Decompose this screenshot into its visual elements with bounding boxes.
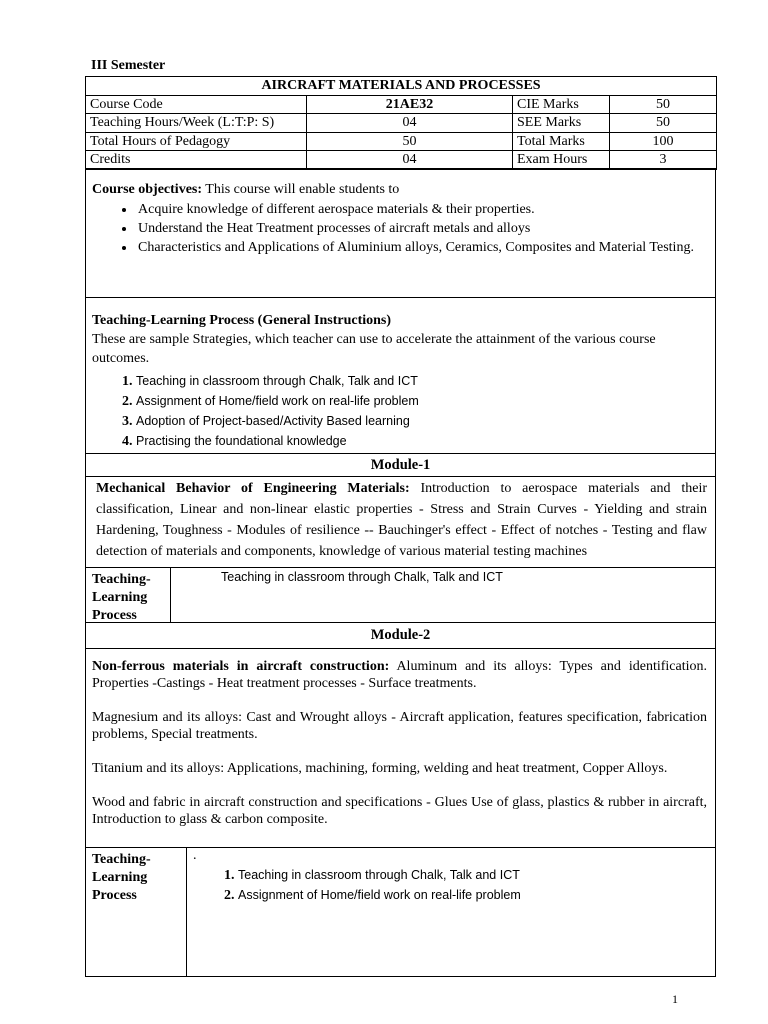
module-2-lead: Non-ferrous materials in aircraft construction: xyxy=(92,659,390,674)
row-label: Exam Hours xyxy=(513,151,610,170)
module-2-p4: Wood and fabric in aircraft construction and specifications - Glues Use of glass, plastics & rubber in aircraft, Introduction to glass & carbon composite. xyxy=(92,795,707,827)
module-1-content xyxy=(85,476,716,568)
tlp-text: Teaching in classroom through Chalk, Talk and ICT xyxy=(221,570,503,584)
row-label: CIE Marks xyxy=(513,95,610,114)
list-item: 2. Assignment of Home/field work on real-life problem xyxy=(238,885,521,905)
list-item: 1. Teaching in classroom through Chalk, Talk and ICT xyxy=(238,865,521,885)
table-row xyxy=(86,95,717,114)
module-1-lead: Mechanical Behavior of Engineering Materials: xyxy=(96,481,410,496)
list-item: • Characteristics and Applications of Aluminium alloys, Ceramics, Composites and Material Testing. xyxy=(136,238,715,257)
table-row xyxy=(86,132,717,151)
row-label: Credits xyxy=(86,151,307,170)
row-value: 100 xyxy=(610,132,717,151)
list-item: • Acquire knowledge of different aerospace materials & their properties. xyxy=(136,200,715,219)
row-label: Total Marks xyxy=(513,132,610,151)
page-number: 1 xyxy=(672,992,678,1006)
row-label: Total Hours of Pedagogy xyxy=(86,132,307,151)
module-2-header xyxy=(85,622,716,649)
list-item: 4. Practising the foundational knowledge xyxy=(136,431,715,451)
objectives-heading: Course objectives: xyxy=(92,182,203,197)
column-divider xyxy=(170,568,171,622)
row-value: 50 xyxy=(307,132,513,151)
module-2-p3: Titanium and its alloys: Applications, machining, forming, welding and heat treatment, Copper Alloys. xyxy=(92,761,668,776)
semester-label: III Semester xyxy=(91,58,166,73)
module-2-p1: Aluminum and its alloys: Types and identification. Properties -Castings - Heat treatment processes - Surface treatments. xyxy=(92,659,707,691)
tlp-list xyxy=(86,371,715,451)
table-row xyxy=(86,114,717,133)
row-label: SEE Marks xyxy=(513,114,610,133)
list-item: 3. Adoption of Project-based/Activity Based learning xyxy=(136,411,715,431)
row-value: 04 xyxy=(307,114,513,133)
course-objectives-section xyxy=(85,168,716,298)
module-2-title: Module-2 xyxy=(370,627,431,643)
row-value: 3 xyxy=(610,151,717,170)
row-value: 50 xyxy=(610,95,717,114)
tlp-dot: . xyxy=(193,848,197,863)
table-row xyxy=(86,151,717,170)
list-item: • Understand the Heat Treatment processes of aircraft metals and alloys xyxy=(136,219,715,238)
tlp-list xyxy=(186,865,521,905)
objectives-list xyxy=(86,200,715,257)
row-label: Teaching Hours/Week (L:T:P: S) xyxy=(86,114,307,133)
objectives-intro: This course will enable students to xyxy=(202,182,400,197)
list-item: 1. Teaching in classroom through Chalk, Talk and ICT xyxy=(136,371,715,391)
list-item: 2. Assignment of Home/field work on real-life problem xyxy=(136,391,715,411)
tlp-label: Teaching-Learning Process xyxy=(92,852,151,903)
module-1-text: Introduction to aerospace materials and their classification, Linear and non-linear elastic properties - Stress and Strain Curves - Yielding and strain Hardening, Toughness - Modules of resilience -- Bauchinger's effect - Effect of notches - Testing and flaw detection of materials and components, knowledge of various material testing machines xyxy=(96,481,707,559)
module-1-header xyxy=(85,453,716,477)
tlp-heading: Teaching-Learning Process (General Instructions) xyxy=(92,313,392,328)
row-value: 50 xyxy=(610,114,717,133)
teaching-learning-section xyxy=(85,297,716,454)
row-label: Course Code xyxy=(86,95,307,114)
module-2-tlp xyxy=(85,847,716,977)
course-title: AIRCRAFT MATERIALS AND PROCESSES xyxy=(86,77,717,96)
module-1-tlp xyxy=(85,567,716,623)
tlp-intro: These are sample Strategies, which teacher can use to accelerate the attainment of the various course outcomes. xyxy=(92,332,656,366)
module-1-title: Module-1 xyxy=(370,457,431,473)
tlp-label: Teaching-Learning Process xyxy=(92,572,151,623)
row-value: 04 xyxy=(307,151,513,170)
module-2-content xyxy=(85,648,716,848)
course-code-value: 21AE32 xyxy=(307,95,513,114)
course-header-table xyxy=(85,76,717,170)
module-2-p2: Magnesium and its alloys: Cast and Wrought alloys - Aircraft application, features specification, fabrication problems, Special treatments. xyxy=(92,710,707,742)
